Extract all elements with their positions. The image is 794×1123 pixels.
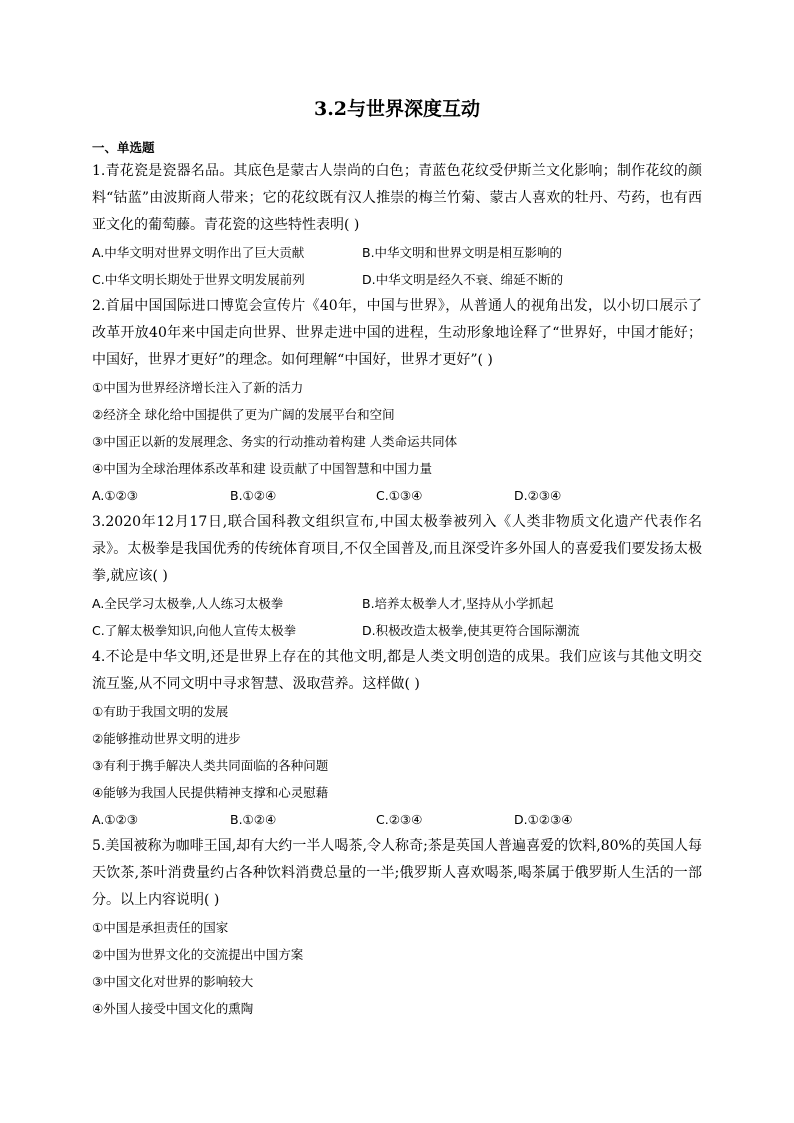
question-stem: 4.不论是中华文明,还是世界上存在的其他文明,都是人类文明创造的成果。我们应该与其他文明交流互鉴,从不同文明中寻求智慧、汲取营养。这样做( ) xyxy=(92,649,702,692)
option-c: C.②③④ xyxy=(376,812,423,827)
option-c: C.了解太极拳知识,向他人宣传太极拳 xyxy=(92,623,297,638)
option-d: D.②③④ xyxy=(514,488,562,503)
statement-4: ④能够为我国人民提供精神支撑和心灵慰藉 xyxy=(92,785,329,800)
option-a: A.全民学习太极拳,人人练习太极拳 xyxy=(92,596,284,611)
question-stem: 5.美国被称为咖啡王国,却有大约一半人喝茶,令人称奇;茶是英国人普遍喜爱的饮料,80%的英国人每天饮茶,茶叶消费量约占各种饮料消费总量的一半;俄罗斯人喜欢喝茶,喝茶属于俄罗斯人生活的一部分。以上内容说明( ) xyxy=(92,838,702,908)
statement-3: ③中国正以新的发展理念、务实的行动推动着构建 人类命运共同体 xyxy=(92,434,458,449)
question-2 xyxy=(92,293,702,509)
option-c: C.①③④ xyxy=(376,488,423,503)
statement-1: ①中国是承担责任的国家 xyxy=(92,920,229,935)
statement-4: ④中国为全球治理体系改革和建 设贡献了中国智慧和中国力量 xyxy=(92,461,433,476)
option-d: D.积极改造太极拳,使其更符合国际潮流 xyxy=(362,623,580,638)
option-b: B.①②④ xyxy=(230,812,277,827)
statement-1: ①有助于我国文明的发展 xyxy=(92,704,229,719)
option-a: A.中华文明对世界文明作出了巨大贡献 xyxy=(92,245,305,260)
question-3 xyxy=(92,509,702,644)
statement-3: ③有利于携手解决人类共同面临的各种问题 xyxy=(92,758,329,773)
question-5 xyxy=(92,833,702,1022)
statement-2: ②能够推动世界文明的进步 xyxy=(92,731,241,746)
statement-4: ④外国人接受中国文化的熏陶 xyxy=(92,1001,254,1016)
statement-2: ②中国为世界文化的交流提出中国方案 xyxy=(92,947,304,962)
section-heading: 一、单选题 xyxy=(92,140,155,155)
statement-1: ①中国为世界经济增长注入了新的活力 xyxy=(92,380,304,395)
answer-options xyxy=(92,806,702,833)
option-b: B.中华文明和世界文明是相互影响的 xyxy=(362,245,563,260)
option-c: C.中华文明长期处于世界文明发展前列 xyxy=(92,272,305,287)
option-d: D.①②③④ xyxy=(514,812,573,827)
statement-3: ③中国文化对世界的影响较大 xyxy=(92,974,254,989)
question-stem: 1.青花瓷是瓷器名品。其底色是蒙古人崇尚的白色；青蓝色花纹受伊斯兰文化影响；制作花纹的颜料“钴蓝”由波斯商人带来；它的花纹既有汉人推崇的梅兰竹菊、蒙古人喜欢的牡丹、芍药，也有西亚文化的葡萄藤。青花瓷的这些特性表明( ) xyxy=(92,163,702,233)
page-title: 3.2与世界深度互动 xyxy=(313,98,481,120)
answer-options xyxy=(92,239,702,293)
question-stem: 3.2020年12月17日,联合国科教文组织宣布,中国太极拳被列入《人类非物质文化遗产代表作名录》。太极拳是我国优秀的传统体育项目,不仅全国普及,而且深受许多外国人的喜爱我们要发扬太极拳,就应该( ) xyxy=(92,514,702,584)
option-a: A.①②③ xyxy=(92,812,138,827)
answer-options xyxy=(92,482,702,509)
question-4 xyxy=(92,644,702,833)
statement-2: ②经济全 球化给中国提供了更为广阔的发展平台和空间 xyxy=(92,407,395,422)
question-stem: 2.首届中国国际进口博览会宣传片《40年，中国与世界》，从普通人的视角出发，以小切口展示了改革开放40年来中国走向世界、世界走进中国的进程，生动形象地诠释了“世界好，中国才能好；中国好，世界才更好”的理念。如何理解“中国好，世界才更好”( ) xyxy=(92,298,702,368)
question-1 xyxy=(92,158,702,293)
option-d: D.中华文明是经久不衰、绵延不断的 xyxy=(362,272,564,287)
answer-options xyxy=(92,590,702,644)
option-b: B.培养太极拳人才,坚持从小学抓起 xyxy=(362,596,554,611)
option-a: A.①②③ xyxy=(92,488,138,503)
option-b: B.①②④ xyxy=(230,488,277,503)
